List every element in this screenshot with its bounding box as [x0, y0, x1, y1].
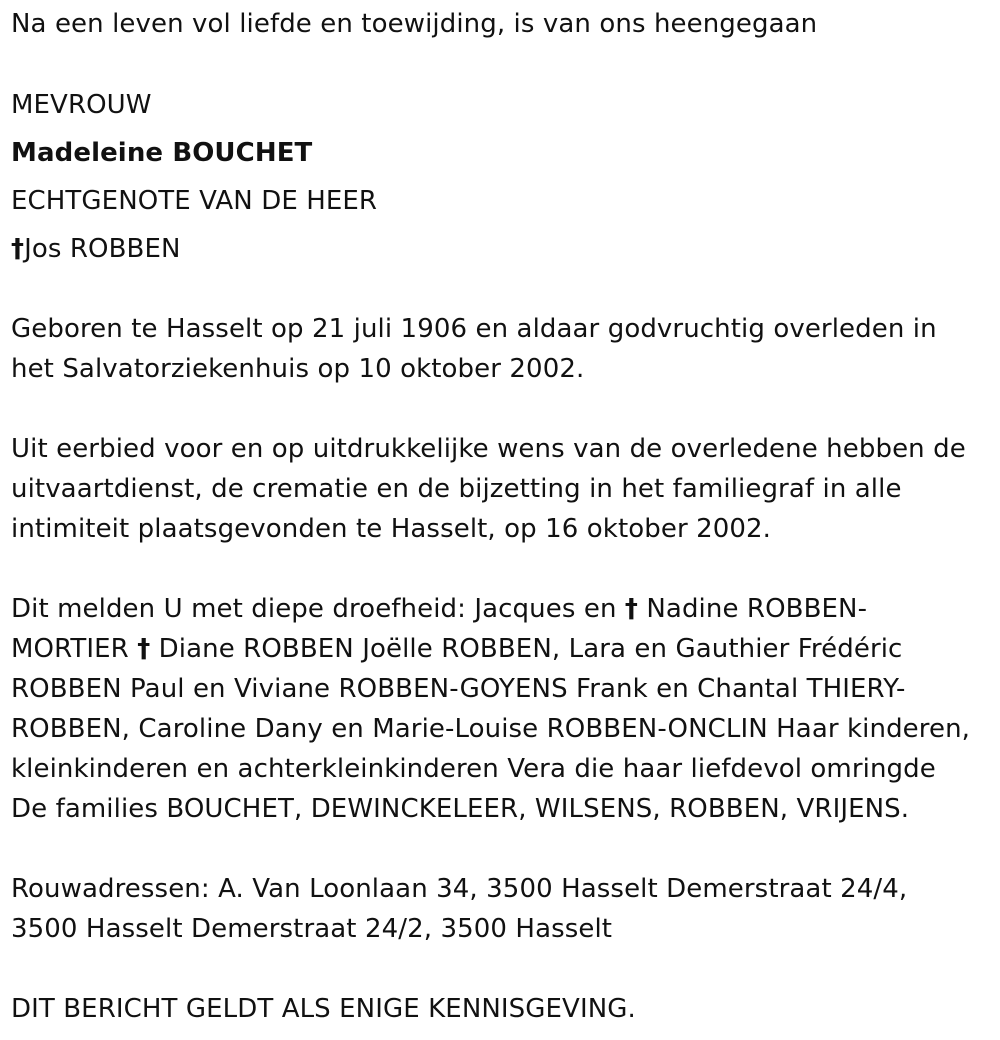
funeral-line-3: intimiteit plaatsgevonden te Hasselt, op 16 oktober 2002.: [11, 514, 772, 544]
spouse-line: [11, 229, 181, 269]
funeral-line-1: Uit eerbied voor en op uitdrukkelijke wens van de overledene hebben de: [11, 434, 966, 464]
mourners-line-2: MORTIER † Diane ROBBEN Joëlle ROBBEN, Lara en Gauthier Frédéric: [11, 634, 903, 664]
cross-icon: †: [624, 594, 638, 624]
spouse-name: Jos ROBBEN: [24, 234, 181, 264]
mourners-line-5: kleinkinderen en achterkleinkinderen Vera die haar liefdevol omringde: [11, 754, 936, 784]
mourners-line-6: De families BOUCHET, DEWINCKELEER, WILSENS, ROBBEN, VRIJENS.: [11, 794, 910, 824]
deceased-name: Madeleine BOUCHET: [11, 138, 313, 168]
addresses-line-2: 3500 Hasselt Demerstraat 24/2, 3500 Hasselt: [11, 914, 613, 944]
cross-icon: †: [137, 634, 151, 664]
mourners-line-4: ROBBEN, Caroline Dany en Marie-Louise ROBBEN-ONCLIN Haar kinderen,: [11, 714, 971, 744]
funeral-line-2: uitvaartdienst, de crematie en de bijzetting in het familiegraf in alle: [11, 474, 902, 504]
spouse-prefix: ECHTGENOTE VAN DE HEER: [11, 186, 378, 216]
addresses-line-1: Rouwadressen: A. Van Loonlaan 34, 3500 Hasselt Demerstraat 24/4,: [11, 874, 908, 904]
cross-icon: †: [11, 234, 25, 264]
intro-line: Na een leven vol liefde en toewijding, is van ons heengegaan: [11, 9, 818, 39]
birth-death-line-1: Geboren te Hasselt op 21 juli 1906 en aldaar godvruchtig overleden in: [11, 314, 937, 344]
birth-death-line-2: het Salvatorziekenhuis op 10 oktober 2002.: [11, 354, 585, 384]
title-prefix: MEVROUW: [11, 90, 152, 120]
mourners-line-3: ROBBEN Paul en Viviane ROBBEN-GOYENS Frank en Chantal THIERY-: [11, 674, 906, 704]
mourners-line-1: Dit melden U met diepe droefheid: Jacques en † Nadine ROBBEN-: [11, 594, 868, 624]
closing-notice: DIT BERICHT GELDT ALS ENIGE KENNISGEVING.: [11, 994, 636, 1024]
